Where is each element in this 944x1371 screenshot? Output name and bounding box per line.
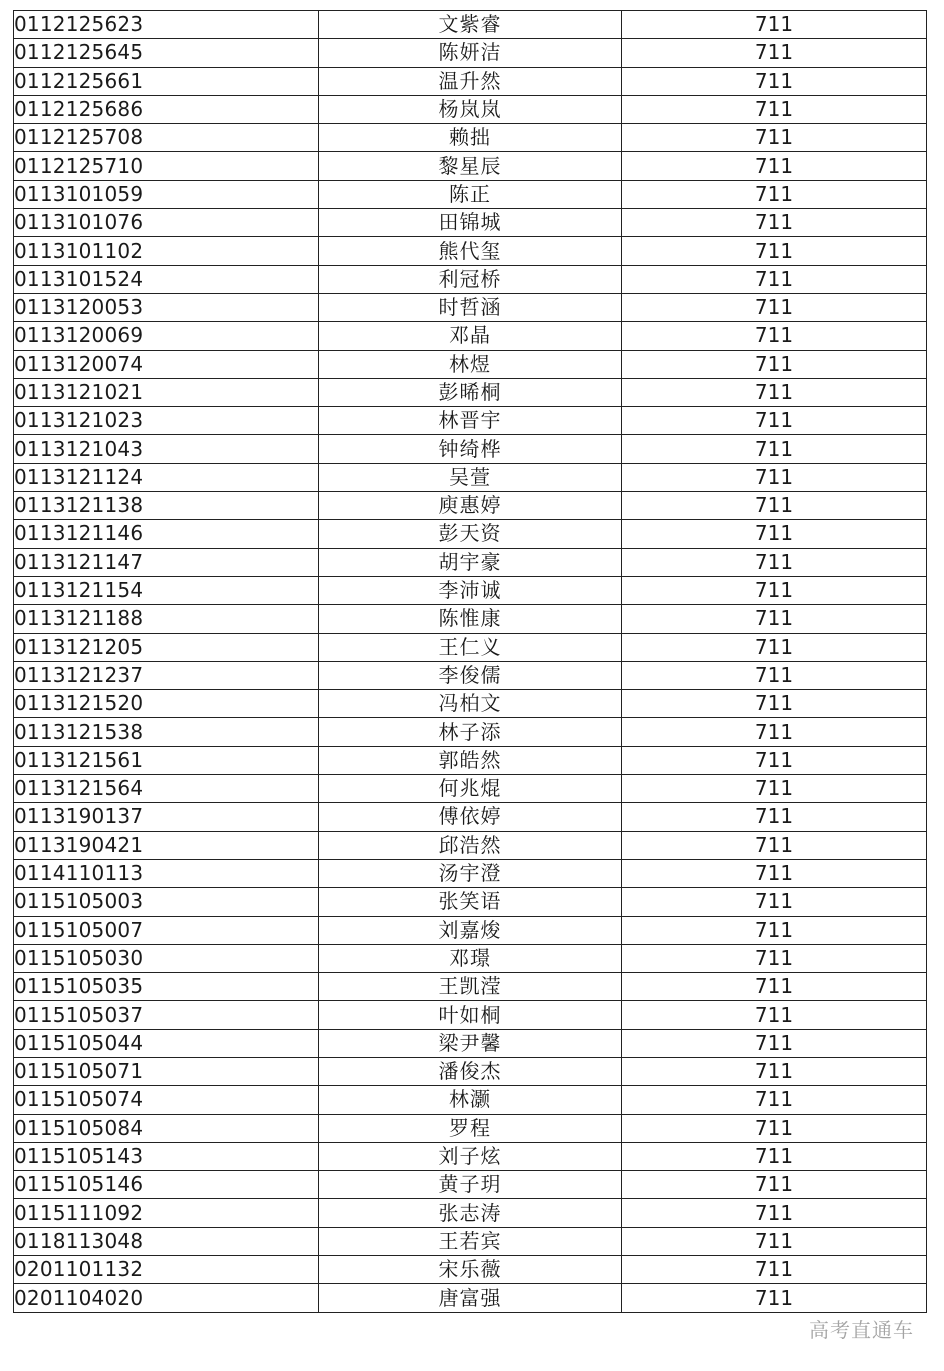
student-name-cell: 梁尹馨 [319, 1029, 622, 1057]
exam-id-cell: 0113121023 [14, 407, 319, 435]
table-row [14, 1114, 927, 1142]
student-name-cell: 杨岚岚 [319, 95, 622, 123]
score-cell: 711 [622, 1001, 927, 1029]
table-row [14, 1001, 927, 1029]
score-cell: 711 [622, 1171, 927, 1199]
table-row [14, 548, 927, 576]
score-cell: 711 [622, 350, 927, 378]
table-row [14, 718, 927, 746]
score-cell: 711 [622, 1284, 927, 1312]
table-row [14, 973, 927, 1001]
table-row [14, 407, 927, 435]
score-cell: 711 [622, 576, 927, 604]
table-row [14, 293, 927, 321]
table-row [14, 831, 927, 859]
table-row [14, 661, 927, 689]
student-name-cell: 邓璟 [319, 944, 622, 972]
table-row [14, 322, 927, 350]
score-cell: 711 [622, 124, 927, 152]
score-cell: 711 [622, 293, 927, 321]
exam-id-cell: 0113121520 [14, 690, 319, 718]
exam-id-cell: 0115105044 [14, 1029, 319, 1057]
table-row [14, 1199, 927, 1227]
table-row [14, 67, 927, 95]
student-name-cell: 王若宾 [319, 1227, 622, 1255]
student-name-cell: 罗程 [319, 1114, 622, 1142]
score-cell: 711 [622, 237, 927, 265]
exam-id-cell: 0113121237 [14, 661, 319, 689]
exam-id-cell: 0115111092 [14, 1199, 319, 1227]
student-name-cell: 庾惠婷 [319, 492, 622, 520]
score-cell: 711 [622, 548, 927, 576]
score-table [13, 10, 927, 1313]
score-cell: 711 [622, 1142, 927, 1170]
table-row [14, 1227, 927, 1255]
table-row [14, 605, 927, 633]
student-name-cell: 何兆焜 [319, 775, 622, 803]
table-row [14, 633, 927, 661]
table-row [14, 803, 927, 831]
exam-id-cell: 0113120074 [14, 350, 319, 378]
exam-id-cell: 0113190137 [14, 803, 319, 831]
table-row [14, 180, 927, 208]
exam-id-cell: 0201104020 [14, 1284, 319, 1312]
exam-id-cell: 0112125686 [14, 95, 319, 123]
exam-id-cell: 0113121205 [14, 633, 319, 661]
exam-id-cell: 0115105030 [14, 944, 319, 972]
student-name-cell: 李俊儒 [319, 661, 622, 689]
table-row [14, 209, 927, 237]
score-cell: 711 [622, 775, 927, 803]
table-row [14, 1057, 927, 1085]
table-row [14, 237, 927, 265]
exam-id-cell: 0113101524 [14, 265, 319, 293]
score-cell: 711 [622, 1029, 927, 1057]
student-name-cell: 温升然 [319, 67, 622, 95]
table-row [14, 1256, 927, 1284]
student-name-cell: 林子添 [319, 718, 622, 746]
table-row [14, 690, 927, 718]
score-cell: 711 [622, 831, 927, 859]
score-cell: 711 [622, 265, 927, 293]
score-cell: 711 [622, 803, 927, 831]
exam-id-cell: 0112125645 [14, 39, 319, 67]
student-name-cell: 陈妍洁 [319, 39, 622, 67]
score-cell: 711 [622, 1199, 927, 1227]
score-cell: 711 [622, 1114, 927, 1142]
score-cell: 711 [622, 1227, 927, 1255]
table-row [14, 1029, 927, 1057]
student-name-cell: 邓晶 [319, 322, 622, 350]
score-cell: 711 [622, 378, 927, 406]
student-name-cell: 潘俊杰 [319, 1057, 622, 1085]
student-name-cell: 傅依婷 [319, 803, 622, 831]
student-name-cell: 钟绮桦 [319, 435, 622, 463]
student-name-cell: 叶如桐 [319, 1001, 622, 1029]
student-name-cell: 田锦城 [319, 209, 622, 237]
table-row [14, 39, 927, 67]
student-name-cell: 李沛诚 [319, 576, 622, 604]
table-row [14, 265, 927, 293]
student-name-cell: 郭皓然 [319, 746, 622, 774]
score-cell: 711 [622, 690, 927, 718]
exam-id-cell: 0115105035 [14, 973, 319, 1001]
student-name-cell: 唐富强 [319, 1284, 622, 1312]
exam-id-cell: 0113121043 [14, 435, 319, 463]
exam-id-cell: 0118113048 [14, 1227, 319, 1255]
student-name-cell: 张笑语 [319, 888, 622, 916]
table-row [14, 1086, 927, 1114]
student-name-cell: 陈惟康 [319, 605, 622, 633]
exam-id-cell: 0113121021 [14, 378, 319, 406]
exam-id-cell: 0113101076 [14, 209, 319, 237]
exam-id-cell: 0113121147 [14, 548, 319, 576]
score-cell: 711 [622, 605, 927, 633]
score-cell: 711 [622, 1256, 927, 1284]
score-cell: 711 [622, 944, 927, 972]
table-row [14, 1142, 927, 1170]
score-cell: 711 [622, 322, 927, 350]
table-row [14, 492, 927, 520]
table-row [14, 1284, 927, 1312]
score-cell: 711 [622, 888, 927, 916]
score-cell: 711 [622, 67, 927, 95]
student-name-cell: 汤宇澄 [319, 859, 622, 887]
score-cell: 711 [622, 859, 927, 887]
score-cell: 711 [622, 435, 927, 463]
exam-id-cell: 0115105007 [14, 916, 319, 944]
score-sheet [13, 10, 926, 1313]
student-name-cell: 林灏 [319, 1086, 622, 1114]
student-name-cell: 陈正 [319, 180, 622, 208]
watermark-text: 高考直通车 [809, 1318, 914, 1342]
table-row [14, 11, 927, 39]
table-row [14, 746, 927, 774]
score-cell: 711 [622, 746, 927, 774]
student-name-cell: 冯柏文 [319, 690, 622, 718]
table-row [14, 520, 927, 548]
exam-id-cell: 0113121146 [14, 520, 319, 548]
exam-id-cell: 0113120053 [14, 293, 319, 321]
student-name-cell: 黎星辰 [319, 152, 622, 180]
exam-id-cell: 0115105071 [14, 1057, 319, 1085]
exam-id-cell: 0114110113 [14, 859, 319, 887]
exam-id-cell: 0113121561 [14, 746, 319, 774]
student-name-cell: 利冠桥 [319, 265, 622, 293]
exam-id-cell: 0112125623 [14, 11, 319, 39]
table-row [14, 888, 927, 916]
table-row [14, 350, 927, 378]
exam-id-cell: 0112125708 [14, 124, 319, 152]
student-name-cell: 王凯滢 [319, 973, 622, 1001]
table-row [14, 152, 927, 180]
score-cell: 711 [622, 718, 927, 746]
table-body [14, 11, 927, 1313]
table-row [14, 95, 927, 123]
exam-id-cell: 0112125661 [14, 67, 319, 95]
exam-id-cell: 0113121138 [14, 492, 319, 520]
table-row [14, 1171, 927, 1199]
student-name-cell: 彭天资 [319, 520, 622, 548]
table-row [14, 435, 927, 463]
exam-id-cell: 0112125710 [14, 152, 319, 180]
score-cell: 711 [622, 1086, 927, 1114]
score-cell: 711 [622, 633, 927, 661]
exam-id-cell: 0113121188 [14, 605, 319, 633]
student-name-cell: 林晋宇 [319, 407, 622, 435]
student-name-cell: 时哲涵 [319, 293, 622, 321]
score-cell: 711 [622, 152, 927, 180]
exam-id-cell: 0115105143 [14, 1142, 319, 1170]
table-row [14, 378, 927, 406]
student-name-cell: 胡宇豪 [319, 548, 622, 576]
exam-id-cell: 0113121538 [14, 718, 319, 746]
exam-id-cell: 0113120069 [14, 322, 319, 350]
score-cell: 711 [622, 11, 927, 39]
student-name-cell: 黄子玥 [319, 1171, 622, 1199]
exam-id-cell: 0115105037 [14, 1001, 319, 1029]
student-name-cell: 刘子炫 [319, 1142, 622, 1170]
score-cell: 711 [622, 209, 927, 237]
exam-id-cell: 0113121124 [14, 463, 319, 491]
student-name-cell: 熊代玺 [319, 237, 622, 265]
student-name-cell: 王仁义 [319, 633, 622, 661]
score-cell: 711 [622, 407, 927, 435]
score-cell: 711 [622, 520, 927, 548]
student-name-cell: 彭晞桐 [319, 378, 622, 406]
score-cell: 711 [622, 39, 927, 67]
table-row [14, 775, 927, 803]
exam-id-cell: 0113190421 [14, 831, 319, 859]
score-cell: 711 [622, 463, 927, 491]
student-name-cell: 赖拙 [319, 124, 622, 152]
score-cell: 711 [622, 973, 927, 1001]
score-cell: 711 [622, 661, 927, 689]
student-name-cell: 文紫睿 [319, 11, 622, 39]
student-name-cell: 吴萱 [319, 463, 622, 491]
exam-id-cell: 0201101132 [14, 1256, 319, 1284]
table-row [14, 463, 927, 491]
exam-id-cell: 0115105074 [14, 1086, 319, 1114]
student-name-cell: 林煜 [319, 350, 622, 378]
table-row [14, 124, 927, 152]
student-name-cell: 刘嘉焌 [319, 916, 622, 944]
student-name-cell: 邱浩然 [319, 831, 622, 859]
student-name-cell: 宋乐薇 [319, 1256, 622, 1284]
exam-id-cell: 0113121564 [14, 775, 319, 803]
score-cell: 711 [622, 492, 927, 520]
exam-id-cell: 0115105146 [14, 1171, 319, 1199]
table-row [14, 859, 927, 887]
score-cell: 711 [622, 180, 927, 208]
exam-id-cell: 0113101102 [14, 237, 319, 265]
score-cell: 711 [622, 1057, 927, 1085]
score-cell: 711 [622, 916, 927, 944]
exam-id-cell: 0113101059 [14, 180, 319, 208]
exam-id-cell: 0113121154 [14, 576, 319, 604]
student-name-cell: 张志涛 [319, 1199, 622, 1227]
exam-id-cell: 0115105003 [14, 888, 319, 916]
table-row [14, 916, 927, 944]
exam-id-cell: 0115105084 [14, 1114, 319, 1142]
score-cell: 711 [622, 95, 927, 123]
table-row [14, 944, 927, 972]
table-row [14, 576, 927, 604]
